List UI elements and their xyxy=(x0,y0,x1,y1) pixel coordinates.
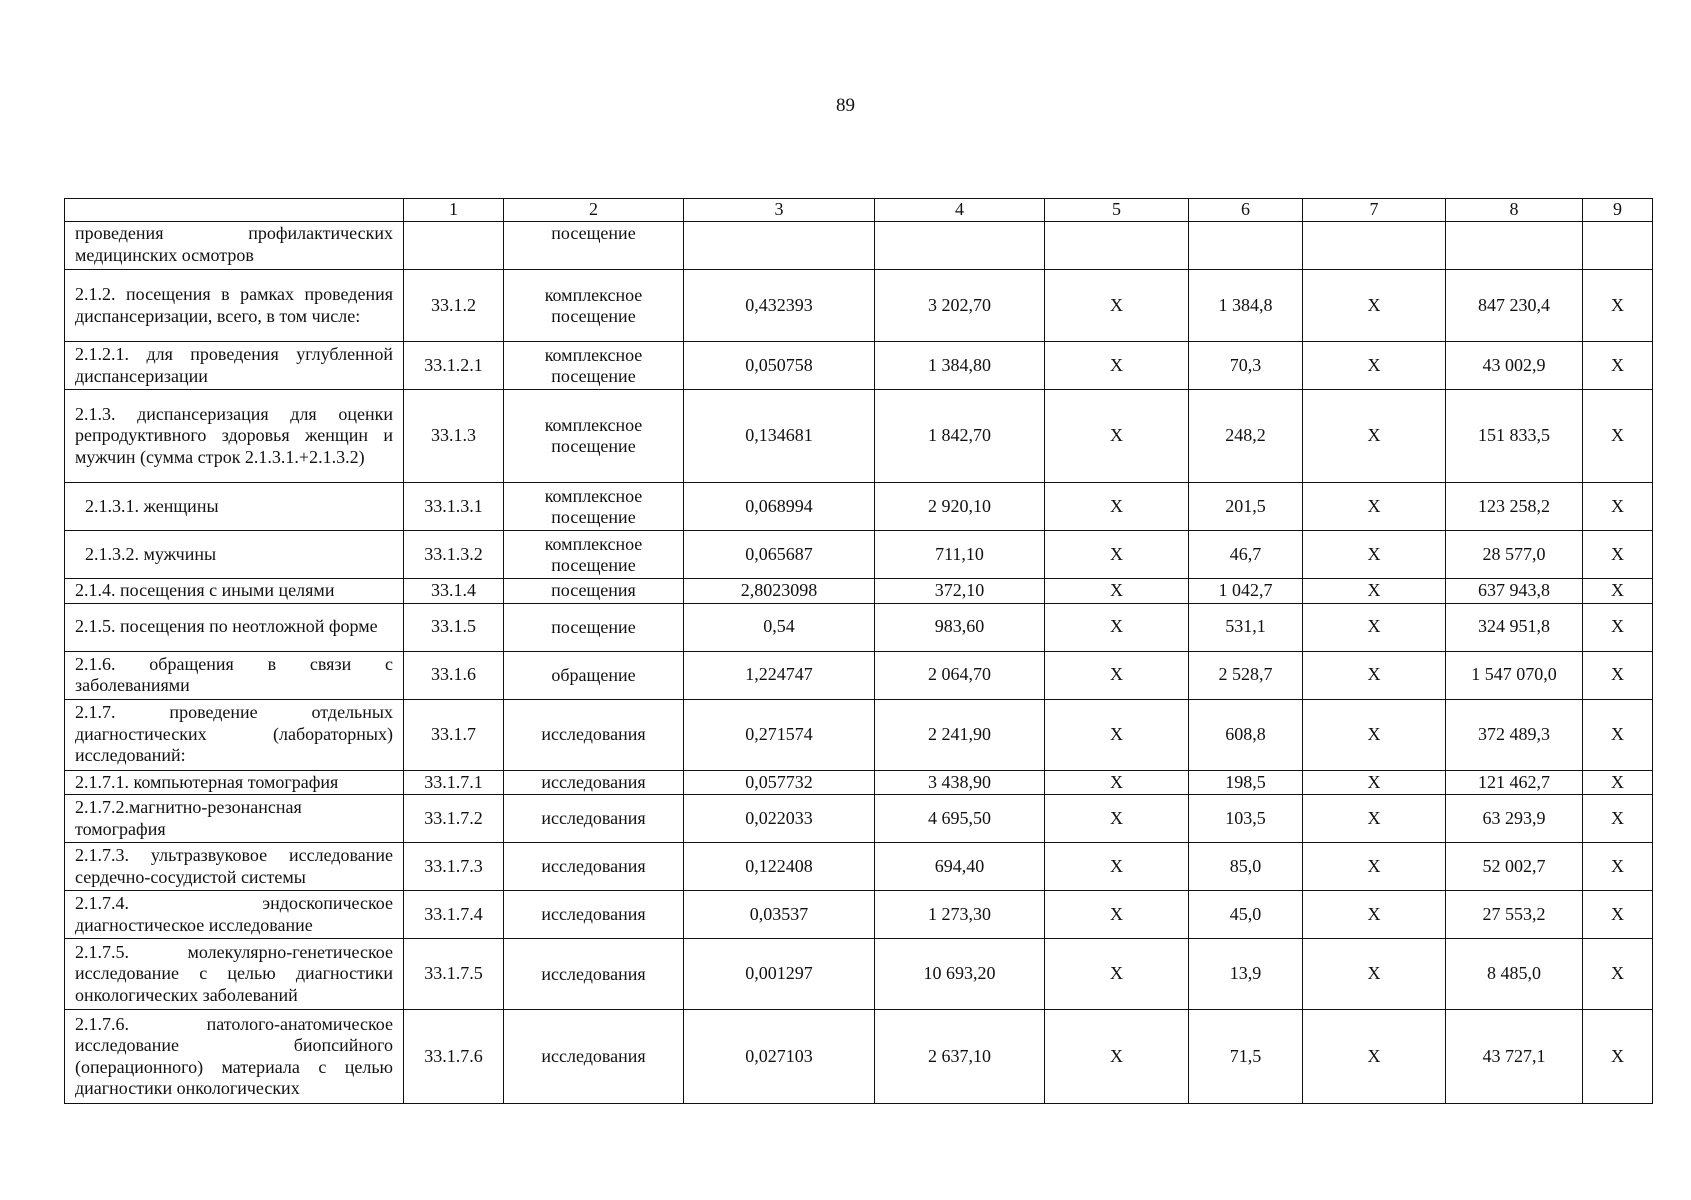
row-code: 33.1.7.5 xyxy=(404,939,504,1010)
row-col3: 0,057732 xyxy=(684,770,875,795)
row-col5: Х xyxy=(1045,390,1189,483)
row-code: 33.1.2.1 xyxy=(404,342,504,390)
row-unit: посещения xyxy=(504,579,684,604)
row-col4: 2 920,10 xyxy=(875,483,1045,531)
row-code: 33.1.7 xyxy=(404,699,504,770)
row-col4: 1 842,70 xyxy=(875,390,1045,483)
row-col3: 0,065687 xyxy=(684,531,875,579)
row-code: 33.1.7.6 xyxy=(404,1010,504,1104)
row-col4: 10 693,20 xyxy=(875,939,1045,1010)
header-cell: 1 xyxy=(404,199,504,222)
row-name: 2.1.7.2.магнитно-резонансная томография xyxy=(65,795,404,843)
table-row xyxy=(65,603,1653,651)
row-col3: 0,432393 xyxy=(684,270,875,342)
row-col7: Х xyxy=(1303,342,1446,390)
row-col5: Х xyxy=(1045,699,1189,770)
row-col6: 103,5 xyxy=(1189,795,1303,843)
row-unit: исследования xyxy=(504,699,684,770)
row-col4: 2 241,90 xyxy=(875,699,1045,770)
row-unit: исследования xyxy=(504,1010,684,1104)
header-cell: 7 xyxy=(1303,199,1446,222)
row-col4: 372,10 xyxy=(875,579,1045,604)
table-row xyxy=(65,342,1653,390)
row-col3: 0,050758 xyxy=(684,342,875,390)
row-name: 2.1.2. посещения в рамках проведения диспансеризации, всего, в том числе: xyxy=(65,270,404,342)
row-col7: Х xyxy=(1303,651,1446,699)
data-table xyxy=(64,198,1653,1104)
table-row xyxy=(65,843,1653,891)
row-col4: 694,40 xyxy=(875,843,1045,891)
row-col8: 372 489,3 xyxy=(1446,699,1583,770)
row-col6: 46,7 xyxy=(1189,531,1303,579)
row-col3: 0,027103 xyxy=(684,1010,875,1104)
row-col6: 13,9 xyxy=(1189,939,1303,1010)
row-unit: комплексное посещение xyxy=(504,390,684,483)
table-row xyxy=(65,651,1653,699)
row-name: 2.1.7.4. эндоскопическое диагностическое исследование xyxy=(65,891,404,939)
row-col4: 3 438,90 xyxy=(875,770,1045,795)
row-col7: Х xyxy=(1303,770,1446,795)
row-unit: посещение xyxy=(504,603,684,651)
row-col6: 608,8 xyxy=(1189,699,1303,770)
row-col5: Х xyxy=(1045,770,1189,795)
row-col6: 531,1 xyxy=(1189,603,1303,651)
row-col9: Х xyxy=(1583,579,1653,604)
row-col7: Х xyxy=(1303,390,1446,483)
row-code: 33.1.7.3 xyxy=(404,843,504,891)
table-row xyxy=(65,579,1653,604)
row-col7: Х xyxy=(1303,843,1446,891)
row-code xyxy=(404,222,504,270)
row-col6: 71,5 xyxy=(1189,1010,1303,1104)
table-row xyxy=(65,1010,1653,1104)
row-col3: 0,068994 xyxy=(684,483,875,531)
table-row xyxy=(65,699,1653,770)
row-col9: Х xyxy=(1583,1010,1653,1104)
row-col8: 8 485,0 xyxy=(1446,939,1583,1010)
row-col7: Х xyxy=(1303,939,1446,1010)
row-col8: 123 258,2 xyxy=(1446,483,1583,531)
header-cell: 9 xyxy=(1583,199,1653,222)
row-col6: 1 384,8 xyxy=(1189,270,1303,342)
table-row xyxy=(65,390,1653,483)
row-col5: Х xyxy=(1045,579,1189,604)
row-col3: 0,122408 xyxy=(684,843,875,891)
row-unit: комплексное посещение xyxy=(504,531,684,579)
row-col9: Х xyxy=(1583,891,1653,939)
row-col5: Х xyxy=(1045,795,1189,843)
row-col6: 1 042,7 xyxy=(1189,579,1303,604)
row-col8: 847 230,4 xyxy=(1446,270,1583,342)
row-col8: 324 951,8 xyxy=(1446,603,1583,651)
row-col4: 4 695,50 xyxy=(875,795,1045,843)
row-unit: комплексное посещение xyxy=(504,483,684,531)
row-col6: 198,5 xyxy=(1189,770,1303,795)
row-col3: 0,54 xyxy=(684,603,875,651)
row-col5: Х xyxy=(1045,531,1189,579)
table-row xyxy=(65,770,1653,795)
row-col8: 43 002,9 xyxy=(1446,342,1583,390)
row-col8: 637 943,8 xyxy=(1446,579,1583,604)
header-cell: 6 xyxy=(1189,199,1303,222)
row-name: 2.1.5. посещения по неотложной форме xyxy=(65,603,404,651)
header-cell: 4 xyxy=(875,199,1045,222)
row-col4: 1 384,80 xyxy=(875,342,1045,390)
row-name: 2.1.7.3. ультразвуковое исследование сердечно-сосудистой системы xyxy=(65,843,404,891)
header-cell: 8 xyxy=(1446,199,1583,222)
row-name: 2.1.3.2. мужчины xyxy=(65,531,404,579)
row-col8: 151 833,5 xyxy=(1446,390,1583,483)
table-row xyxy=(65,891,1653,939)
row-col8 xyxy=(1446,222,1583,270)
row-col4 xyxy=(875,222,1045,270)
row-code: 33.1.3.2 xyxy=(404,531,504,579)
header-cell: 5 xyxy=(1045,199,1189,222)
row-col3: 2,8023098 xyxy=(684,579,875,604)
row-col8: 27 553,2 xyxy=(1446,891,1583,939)
row-unit: посещение xyxy=(504,222,684,270)
row-col9 xyxy=(1583,222,1653,270)
header-cell: 3 xyxy=(684,199,875,222)
row-col5: Х xyxy=(1045,891,1189,939)
row-code: 33.1.7.4 xyxy=(404,891,504,939)
row-name: 2.1.6. обращения в связи с заболеваниями xyxy=(65,651,404,699)
row-col5: Х xyxy=(1045,483,1189,531)
row-col6: 70,3 xyxy=(1189,342,1303,390)
row-col7: Х xyxy=(1303,1010,1446,1104)
header-cell: 2 xyxy=(504,199,684,222)
row-col9: Х xyxy=(1583,843,1653,891)
row-col9: Х xyxy=(1583,770,1653,795)
row-code: 33.1.5 xyxy=(404,603,504,651)
row-col6: 201,5 xyxy=(1189,483,1303,531)
row-code: 33.1.2 xyxy=(404,270,504,342)
table-row xyxy=(65,795,1653,843)
table-header-row xyxy=(65,199,1653,222)
table-row xyxy=(65,270,1653,342)
row-code: 33.1.6 xyxy=(404,651,504,699)
row-col9: Х xyxy=(1583,270,1653,342)
row-code: 33.1.3.1 xyxy=(404,483,504,531)
row-col9: Х xyxy=(1583,795,1653,843)
row-unit: исследования xyxy=(504,795,684,843)
row-col3: 0,03537 xyxy=(684,891,875,939)
row-col7: Х xyxy=(1303,699,1446,770)
row-col5: Х xyxy=(1045,1010,1189,1104)
row-col9: Х xyxy=(1583,651,1653,699)
row-col4: 983,60 xyxy=(875,603,1045,651)
row-col5 xyxy=(1045,222,1189,270)
row-unit: исследования xyxy=(504,891,684,939)
row-col7: Х xyxy=(1303,891,1446,939)
row-col7: Х xyxy=(1303,603,1446,651)
row-col7: Х xyxy=(1303,795,1446,843)
row-col4: 2 637,10 xyxy=(875,1010,1045,1104)
row-unit: обращение xyxy=(504,651,684,699)
row-name: 2.1.3.1. женщины xyxy=(65,483,404,531)
row-col6: 85,0 xyxy=(1189,843,1303,891)
table-row xyxy=(65,222,1653,270)
row-col9: Х xyxy=(1583,699,1653,770)
row-col8: 121 462,7 xyxy=(1446,770,1583,795)
row-unit: комплексное посещение xyxy=(504,342,684,390)
row-col4: 3 202,70 xyxy=(875,270,1045,342)
row-unit: комплексное посещение xyxy=(504,270,684,342)
row-col9: Х xyxy=(1583,483,1653,531)
row-code: 33.1.7.1 xyxy=(404,770,504,795)
row-col3: 0,271574 xyxy=(684,699,875,770)
row-col3 xyxy=(684,222,875,270)
row-col9: Х xyxy=(1583,939,1653,1010)
row-col9: Х xyxy=(1583,531,1653,579)
row-unit: исследования xyxy=(504,939,684,1010)
row-col3: 0,001297 xyxy=(684,939,875,1010)
row-name: проведения профилактических медицинских осмотров xyxy=(65,222,404,270)
table-row xyxy=(65,939,1653,1010)
row-col3: 0,022033 xyxy=(684,795,875,843)
row-col6: 45,0 xyxy=(1189,891,1303,939)
row-name: 2.1.3. диспансеризация для оценки репродуктивного здоровья женщин и мужчин (сумма строк 2.1.3.1.+2.1.3.2) xyxy=(65,390,404,483)
row-name: 2.1.2.1. для проведения углубленной диспансеризации xyxy=(65,342,404,390)
row-name: 2.1.7.6. патолого-анатомическое исследование биопсийного (операционного) материала с целью диагностики онкологических xyxy=(65,1010,404,1104)
row-unit: исследования xyxy=(504,843,684,891)
row-col8: 43 727,1 xyxy=(1446,1010,1583,1104)
row-col3: 1,224747 xyxy=(684,651,875,699)
table-row xyxy=(65,483,1653,531)
row-col7: Х xyxy=(1303,579,1446,604)
row-col5: Х xyxy=(1045,939,1189,1010)
header-cell xyxy=(65,199,404,222)
row-col6 xyxy=(1189,222,1303,270)
row-col4: 711,10 xyxy=(875,531,1045,579)
row-col4: 2 064,70 xyxy=(875,651,1045,699)
table-row xyxy=(65,531,1653,579)
row-col8: 63 293,9 xyxy=(1446,795,1583,843)
row-code: 33.1.7.2 xyxy=(404,795,504,843)
row-col3: 0,134681 xyxy=(684,390,875,483)
row-col8: 28 577,0 xyxy=(1446,531,1583,579)
row-col7 xyxy=(1303,222,1446,270)
row-col8: 52 002,7 xyxy=(1446,843,1583,891)
row-col6: 2 528,7 xyxy=(1189,651,1303,699)
row-col9: Х xyxy=(1583,390,1653,483)
row-name: 2.1.7.5. молекулярно-генетическое исследование с целью диагностики онкологических заболеваний xyxy=(65,939,404,1010)
row-col4: 1 273,30 xyxy=(875,891,1045,939)
row-col5: Х xyxy=(1045,843,1189,891)
row-col7: Х xyxy=(1303,531,1446,579)
row-name: 2.1.7. проведение отдельных диагностических (лабораторных) исследований: xyxy=(65,699,404,770)
row-name: 2.1.4. посещения с иными целями xyxy=(65,579,404,604)
row-col6: 248,2 xyxy=(1189,390,1303,483)
row-name: 2.1.7.1. компьютерная томография xyxy=(65,770,404,795)
row-col5: Х xyxy=(1045,342,1189,390)
row-unit: исследования xyxy=(504,770,684,795)
page-number: 89 xyxy=(836,95,855,116)
row-col7: Х xyxy=(1303,483,1446,531)
row-col9: Х xyxy=(1583,342,1653,390)
row-code: 33.1.3 xyxy=(404,390,504,483)
row-col9: Х xyxy=(1583,603,1653,651)
row-col5: Х xyxy=(1045,270,1189,342)
row-col5: Х xyxy=(1045,651,1189,699)
row-col8: 1 547 070,0 xyxy=(1446,651,1583,699)
row-code: 33.1.4 xyxy=(404,579,504,604)
row-col5: Х xyxy=(1045,603,1189,651)
row-col7: Х xyxy=(1303,270,1446,342)
